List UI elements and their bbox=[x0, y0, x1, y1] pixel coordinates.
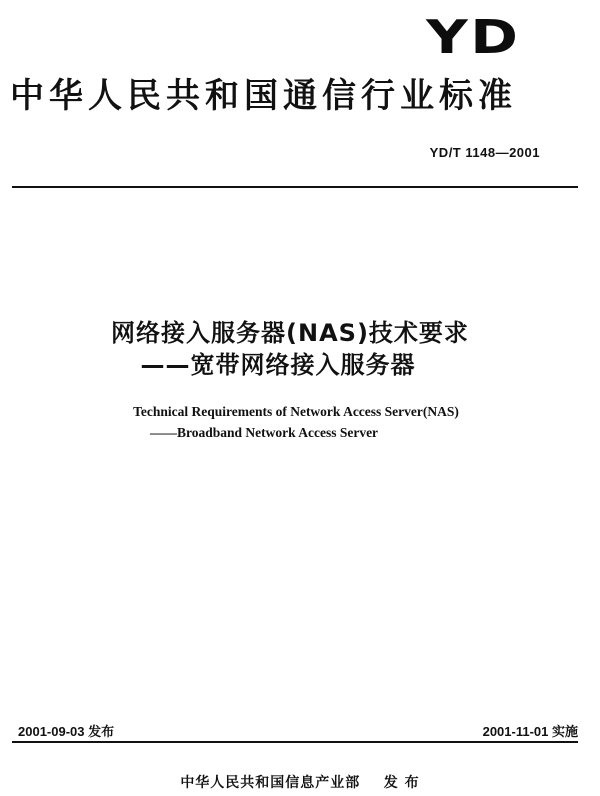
chinese-title-line2: ——宽带网络接入服务器 bbox=[140, 351, 416, 379]
publisher: 中华人民共和国信息产业部 发 布 bbox=[180, 775, 420, 791]
standard-category-heading: 中华人民共和国通信行业标准 bbox=[10, 76, 517, 116]
standard-code: YD/T 1148—2001 bbox=[429, 145, 540, 160]
english-title-line2: ——Broadband Network Access Server bbox=[149, 425, 379, 440]
top-divider bbox=[12, 186, 578, 188]
effective-date: 2001-11-01 实施 bbox=[482, 724, 578, 739]
issue-date: 2001-09-03 发布 bbox=[18, 724, 115, 739]
english-title-line1: Technical Requirements of Network Access Server(NAS) bbox=[133, 404, 459, 419]
chinese-title-line1: 网络接入服务器(NAS)技术要求 bbox=[111, 319, 469, 347]
bottom-divider bbox=[12, 741, 578, 743]
yd-logo: YD bbox=[425, 10, 520, 64]
